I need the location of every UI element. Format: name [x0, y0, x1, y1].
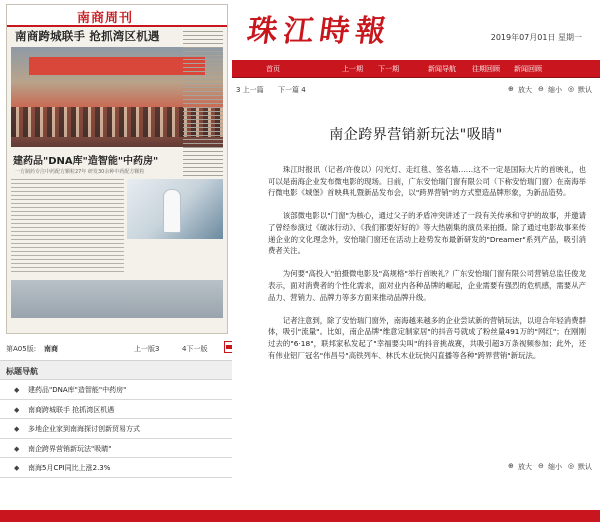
nav-home[interactable]: 首页 [266, 65, 280, 73]
article-toolbar [232, 82, 600, 98]
toc-item[interactable] [0, 439, 232, 459]
zoom-in-icon[interactable]: ⊕ [508, 85, 514, 93]
diamond-bullet-icon: ◆ [14, 405, 20, 414]
diamond-bullet-icon: ◆ [14, 444, 20, 453]
paper-photo-lab[interactable] [127, 179, 223, 239]
photo-person [163, 189, 181, 233]
default-size-icon[interactable]: ◎ [568, 462, 575, 470]
toc-item[interactable] [0, 380, 232, 400]
zoom-out-icon[interactable]: ⊖ [538, 462, 544, 470]
nav-prev-issue[interactable]: 上一期 [342, 65, 363, 73]
article-title: 南企跨界营销新玩法"吸睛" [329, 127, 503, 143]
paper-headline-1[interactable]: 南商跨城联手 抢抓湾区机遇 [15, 29, 160, 43]
nav-news-review[interactable]: 新闻回顾 [514, 65, 542, 73]
paper-side-text [183, 31, 223, 181]
article-paragraph: 该部微电影以"门窗"为核心，通过父子的矛盾冲突讲述了一段有关传承和守护的故事，并邀请了曾经参演过《破冰行动》、《我们都要好好的》等大热剧集的演员来拍摄。除了通过电影故事来传递企业的文化理念外，安怡瑞门窗还在活动上趁势发布最新研发的"Dreamer"系列产品，吸引消费者关注。 [268, 211, 586, 256]
article-paragraph: 记者注意到，除了安怡瑞门窗外，南海越来越多的企业尝试新的营销玩法，以迎合年轻消费群体，吸引"流量"。比如，南企品牌"维意定制家居"的抖音号就成了粉丝量491万的"网红"；在刚刚过去的"6·18"，联邦家私发起了"幸福要尖叫"的抖音挑战赛，共吸引超3万条视频参加；此外，还有伟业铝厂冠名"伟昌号"高铁列车、林氏木业玩快闪直播等各种"跨界营销"新玩法。 [268, 315, 586, 360]
photo-banner [29, 57, 205, 75]
paper-masthead [7, 5, 227, 27]
toc-item-label: 南商跨城联手 抢抓湾区机遇 [28, 405, 115, 414]
main-nav [232, 60, 600, 78]
left-panel [0, 0, 232, 522]
footer-bar [0, 510, 600, 522]
default-size-button[interactable]: 默认 [578, 463, 592, 471]
nav-news-guide[interactable]: 新闻导航 [428, 65, 456, 73]
diamond-bullet-icon: ◆ [14, 386, 20, 394]
article-paragraph: 珠江时报讯（记者/许俊以）闪光灯、走红毯、签名墙……这不一定是国际大片的首映礼，也可以是南海企业发布微电影的现场。日前，广东安怡瑞门窗有限公司（下称安怡瑞门窗）在南海举行微电影《城堡》首映典礼暨新品发布会，以"跨界营销"的方式塑造品牌形象，为新品造势。 [268, 165, 586, 198]
toc-item-label: 多地企业家到南海探讨创新贸易方式 [28, 425, 140, 433]
toc-item-label: 南海5月CPI同比上涨2.3% [28, 464, 111, 472]
issue-date: 2019年07月01日 星期一 [490, 33, 582, 42]
prev-article-link[interactable]: 3 上一篇 [236, 86, 264, 94]
zoom-in-button[interactable]: 放大 [518, 463, 532, 471]
article [232, 100, 600, 450]
edition-name: 南商 [44, 345, 58, 353]
right-panel [232, 0, 600, 522]
edition-nav [6, 340, 232, 358]
prev-edition-link[interactable]: 上一版3 [134, 345, 160, 353]
paper-headline-2-sub: 一方制药专注中药配方颗粒27年 研发30余种中药配方颗粒 [15, 169, 145, 175]
paper-headline-2[interactable]: 建药品"DNA库"造智能"中药房" [13, 156, 159, 167]
site-logo[interactable]: 珠江時報 [245, 14, 394, 49]
article-body [268, 164, 586, 373]
diamond-bullet-icon: ◆ [14, 425, 20, 433]
zoom-out-button[interactable]: 缩小 [548, 86, 562, 94]
zoom-in-icon[interactable]: ⊕ [508, 462, 514, 470]
nav-past-issues[interactable]: 往期回顾 [472, 65, 500, 73]
zoom-in-button[interactable]: 放大 [518, 86, 532, 94]
paper-columns [7, 176, 227, 278]
toc-item[interactable] [0, 458, 232, 478]
paper-text-column [11, 179, 124, 275]
next-edition-link[interactable]: 4下一版 [182, 345, 208, 353]
toc-item-label: 建药品"DNA库"造智能"中药房" [28, 386, 127, 394]
default-size-icon[interactable]: ◎ [568, 85, 575, 93]
newspaper-page-thumbnail[interactable] [6, 4, 228, 334]
edition-label: 第A05版: [6, 345, 37, 353]
bottom-toolbar [232, 460, 600, 474]
toc-header: 标题导航 [0, 360, 232, 380]
masthead [232, 0, 600, 60]
article-paragraph: 为何要"高投入"拍摄微电影及"高规格"举行首映礼？广东安怡瑞门窗有限公司营销总监任俊龙表示，面对消费者的个性化需求，面对业内各种品牌的崛起，企业需要有强烈的危机感，需要从产品力、营销力、品牌力等多方面来推动品牌升级。 [268, 269, 586, 302]
paper-photo-bottom[interactable] [11, 280, 223, 318]
diamond-bullet-icon: ◆ [14, 464, 20, 472]
nav-next-issue[interactable]: 下一期 [378, 65, 399, 73]
toc-item[interactable] [0, 419, 232, 439]
zoom-out-icon[interactable]: ⊖ [538, 85, 544, 93]
toc-item-label: 南企跨界营销新玩法"吸睛" [28, 444, 112, 453]
next-article-link[interactable]: 下一篇 4 [278, 86, 306, 94]
paper-masthead-title: 南商周刊 [77, 11, 134, 26]
toc-item[interactable] [0, 400, 232, 420]
default-size-button[interactable]: 默认 [578, 86, 592, 94]
toc-list [0, 380, 232, 478]
zoom-out-button[interactable]: 缩小 [548, 463, 562, 471]
